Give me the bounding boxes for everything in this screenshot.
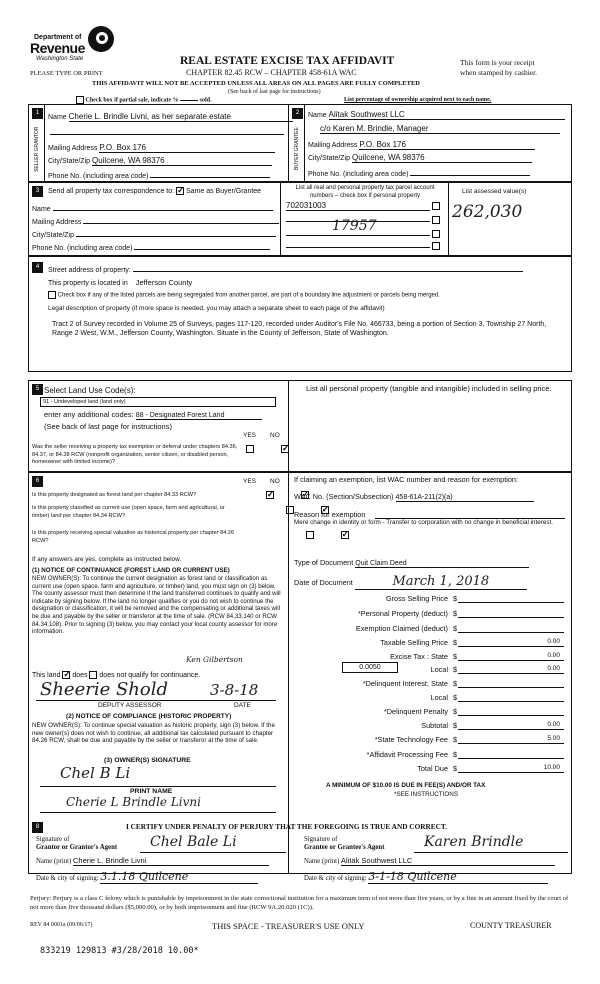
grantee-date[interactable]: 3-1-18 Quilcene <box>368 870 548 884</box>
doc-date-field[interactable]: March 1, 2018 <box>355 574 527 590</box>
doc-type-row: Type of Document Quit Claim Deed <box>294 558 529 568</box>
buyer-name-row: Name Alitak Southwest LLC <box>308 110 565 120</box>
continuance-row: This land ✓ does does not qualify for continuance. <box>32 671 200 679</box>
current-use-yes-checkbox[interactable] <box>286 506 294 514</box>
partial-sale-label: Check box if partial sale, indicate % <box>85 97 179 104</box>
treasurer-space: THIS SPACE - TREASURER'S USE ONLY <box>212 921 365 931</box>
s3-mail-row: Mailing Address <box>32 216 279 226</box>
seller-name-row: Name Cherie L. Brindle Livni, as her separate estate <box>48 112 293 122</box>
date-label: DATE <box>234 702 251 709</box>
s5-yes-checkbox[interactable] <box>246 445 254 453</box>
assessor-signature[interactable]: Sheerie Shold <box>40 679 169 700</box>
current-use-question: Is this property classified as current use (open space, farm and agricultural, or timber) land per chapter 84.34 RCW? <box>32 505 225 519</box>
subtotal-value[interactable]: 0.00 <box>547 721 560 728</box>
gross-label: Gross Selling Price <box>385 594 448 603</box>
partial-sale-row <box>76 96 212 104</box>
doc-type-field[interactable]: Quit Claim Deed <box>355 560 529 568</box>
grantee-name[interactable]: Alitak Southwest LLC <box>341 856 555 866</box>
if-any-yes: If any answers are yes, complete as instructed below. <box>32 556 182 563</box>
total-due-label: Total Due <box>417 764 448 773</box>
s5-yes-header: YES <box>243 432 257 439</box>
located-row: This property is located in Jefferson County <box>48 278 193 287</box>
local-label: Local <box>430 665 448 674</box>
street-address-row: Street address of property: <box>48 264 523 274</box>
section-8-number: 8 <box>32 822 43 833</box>
s3-mail-field[interactable] <box>83 216 279 224</box>
exemption-question: Was the seller receiving a property tax exemption or deferral under chapters 84.36, 84.37, or 84.38 RCW (nonprofit organization, senior citizen, or disabled person, homeowner with limited income)? <box>32 444 238 465</box>
form-chapter: CHAPTER 82.45 RCW – CHAPTER 458-61A WAC <box>186 68 357 77</box>
same-as-buyer-checkbox[interactable] <box>176 187 184 195</box>
print-name-handwritten[interactable]: Cherie L Brindle Livni <box>66 795 201 809</box>
parcel-row-4 <box>286 240 440 250</box>
certify-statement: I CERTIFY UNDER PENALTY OF PERJURY THAT THE FOREGOING IS TRUE AND CORRECT. <box>126 822 448 831</box>
buyer-name-2: c/o Karen M. Brindle, Manager <box>320 124 560 134</box>
parcel-handwritten: 17957 <box>332 218 377 234</box>
legal-description: Tract 2 of Survey recorded in Volume 25 of Surveys, pages 117-120, recorded under Auditor's File No. 466733, being a portion of Section 3, Township 27 North, Range 2 West, W.M., Jefferson County, Washington. Situate in the County of Jefferson, State of Washington. <box>52 321 547 337</box>
section-3-number: 3 <box>32 186 43 197</box>
affidavit-fee-label: *Affidavit Processing Fee <box>366 750 448 759</box>
additional-codes-field[interactable]: 88 - Designated Forest Land <box>136 412 262 420</box>
send-correspondence: Send all property tax correspondence to: ✓ Same as Buyer/Grantee <box>48 187 261 195</box>
receipt-note-2: when stamped by cashier. <box>460 68 538 77</box>
parcel-1-checkbox[interactable] <box>432 202 440 210</box>
excise-state-label: Excise Tax : State <box>390 652 448 661</box>
claim-exemption-label: If claiming an exemption, list WAC number and reason for exemption: <box>294 475 519 484</box>
land-use-code-select[interactable]: 91 - Undeveloped land (land only) <box>40 397 276 407</box>
historic-no-checkbox[interactable] <box>341 531 349 539</box>
buyer-mail-row: Mailing Address P.O. Box 176 <box>308 140 535 150</box>
additional-codes-row: enter any additional codes: 88 - Designated Forest Land <box>44 410 262 420</box>
grantor-signature[interactable]: Chel Bale Li <box>150 834 237 850</box>
owner-signature-label: (3) OWNER(S) SIGNATURE <box>104 757 191 764</box>
print-name-label: PRINT NAME <box>130 788 173 795</box>
forest-yes-checkbox[interactable] <box>266 491 274 499</box>
section-4-number: 4 <box>32 262 43 273</box>
notice-compliance-body: NEW OWNER(S): To continue special valuation as historic property, sign (3) below. If the new owner(s) does not wish to continue, all additional tax calculated pursuant to chapter 84.26 RCW, shall be due and payable by the seller or transferor at the time of sale. <box>32 722 275 745</box>
delinquent-penalty-label: *Delinquent Penalty <box>383 707 448 716</box>
grantor-name[interactable]: Cherie L. Brindle Livni <box>73 856 269 866</box>
wac-field[interactable]: 458-61A-211(2)(a) <box>396 494 534 502</box>
parcel-row-1 <box>286 201 440 211</box>
personal-property-list: List all personal property (tangible and intangible) included in selling price. <box>306 384 552 393</box>
s5-no-header: NO <box>270 432 280 439</box>
forest-question: Is this property designated as forest land per chapter 84.33 RCW? <box>32 492 197 498</box>
parcel-header: List all real and personal property tax parcel account numbers – check box if personal property <box>295 185 435 199</box>
section-5-number: 5 <box>32 384 43 395</box>
tech-fee-label: *State Technology Fee <box>374 735 448 744</box>
seller-mail-row: Mailing Address P.O. Box 176 <box>48 143 275 153</box>
s3-name-row: Name <box>32 203 273 213</box>
assessed-value[interactable]: 262,030 <box>452 202 523 222</box>
rev-number: REV 84 0001a (09/06/17) <box>30 922 93 928</box>
seller-phone[interactable] <box>150 170 270 178</box>
s3-name-field[interactable] <box>53 203 273 211</box>
buyer-side-label: BUYER GRANTEE <box>294 127 300 171</box>
see-back-s5: (See back of last page for instructions) <box>44 422 172 431</box>
s6-no-header: NO <box>270 478 280 485</box>
doc-date-row: Date of Document March 1, 2018 <box>294 574 527 590</box>
local-rate-box[interactable]: 0.0050 <box>342 662 398 673</box>
grantee-date-row: Date & city of signing: 3-1-18 Quilcene <box>304 870 548 884</box>
s5-no-checkbox[interactable] <box>281 445 289 453</box>
legal-label: Legal description of property (if more space is needed, you may attach a separate sheet to each page of the affidavit) <box>48 305 385 312</box>
county-value: Jefferson County <box>135 278 193 287</box>
delinquent-local-label: Local <box>430 693 448 702</box>
deputy-assessor-label: DEPUTY ASSESSOR <box>98 702 162 709</box>
exemption-claimed-label: Exemption Claimed (deduct) <box>355 624 448 633</box>
does-not-checkbox[interactable] <box>89 671 97 679</box>
buyer-mail[interactable]: P.O. Box 176 <box>359 140 535 150</box>
grantee-sig-label: Signature of Grantee or Grantee's Agent <box>304 836 385 851</box>
s3-city-field[interactable] <box>76 229 276 237</box>
receipt-stamp: 833219 129813 #3/28/2018 10.00* <box>40 946 199 956</box>
historic-question: Is this property receiving special valuation as historical property per chapter 84.26 RCW? <box>32 530 235 544</box>
form-title: REAL ESTATE EXCISE TAX AFFIDAVIT <box>180 55 395 67</box>
county-treasurer: COUNTY TREASURER <box>470 921 552 930</box>
s3-phone-field[interactable] <box>134 242 270 250</box>
parcel-3-checkbox[interactable] <box>432 230 440 238</box>
owner-signature[interactable]: Chel B Li <box>60 764 131 782</box>
segregated-checkbox[interactable] <box>48 291 56 299</box>
section-1-number: 1 <box>32 108 43 119</box>
historic-yes-checkbox[interactable] <box>306 531 314 539</box>
tech-fee-value[interactable]: 5.00 <box>547 735 560 742</box>
seller-name[interactable]: Cherie L. Brindle Livni, as her separate estate <box>69 112 293 122</box>
parcel-1[interactable]: 702031003 <box>286 201 430 211</box>
partial-sale-pct[interactable] <box>180 100 198 101</box>
assessor-handwritten: Ken Gilbertson <box>186 655 243 664</box>
minimum-note: A MINIMUM OF $10.00 IS DUE IN FEE(S) AND/OR TAX <box>326 782 486 789</box>
grantor-date[interactable]: 3.1.18 Quilcene <box>100 870 258 884</box>
logo-swoosh-icon <box>88 26 114 52</box>
segregated-row: Check box if any of the listed parcels are being segregated from another parcel, are part of a boundary line adjustment or parcels being merged. <box>48 291 440 299</box>
s6-yes-header: YES <box>243 478 257 485</box>
local-value[interactable]: 0.00 <box>547 665 560 672</box>
parcel-2-checkbox[interactable] <box>432 216 440 224</box>
grantor-date-row: Date & city of signing: 3.1.18 Quilcene <box>36 870 258 884</box>
reason-label: Reason for exemption <box>294 510 366 519</box>
seller-mail[interactable]: P.O. Box 176 <box>99 143 275 153</box>
sold-label: sold. <box>199 97 212 104</box>
perjury-notice: Perjury: Perjury is a class C felony which is punishable by imprisonment in the state correctional institution for a maximum term of not more than five years, or by a fine in an amount fixed by the court of not more than five thousand dollars ($5,000.00), or by both imprisonment and fine (RCW 9A.20.020 (1C)). <box>30 895 569 911</box>
list-percentage: List percentage of ownership acquired next to each name. <box>344 97 492 103</box>
receipt-note: This form is your receipt <box>460 58 535 67</box>
seller-city[interactable]: Quilcene, WA 98376 <box>92 156 272 166</box>
grantor-name-row: Name (print) Cherie L. Brindle Livni <box>36 856 269 866</box>
grantee-name-row: Name (print) Alitak Southwest LLC <box>304 856 555 866</box>
notice-compliance-title: (2) NOTICE OF COMPLIANCE (HISTORIC PROPERTY) <box>66 713 232 720</box>
dor-logo <box>14 12 124 64</box>
personal-property-label: *Personal Property (deduct) <box>357 609 448 618</box>
seller-side-label: SELLER GRANTOR <box>34 126 40 172</box>
parcel-3[interactable] <box>286 228 430 236</box>
state-label: Washington State <box>36 56 84 62</box>
seller-phone-row: Phone No. (including area code) <box>48 170 270 180</box>
parcel-4-checkbox[interactable] <box>432 242 440 250</box>
excise-state-value[interactable]: 0.00 <box>547 652 560 659</box>
buyer-city-row: City/State/Zip Quilcene, WA 98376 <box>308 153 532 163</box>
total-due-value[interactable]: 10.00 <box>543 764 560 771</box>
reason-text[interactable]: Mere change in identity or form - Transfer to corporation with no change in beneficial interest. <box>294 519 554 526</box>
buyer-phone[interactable] <box>410 168 530 176</box>
select-land-use: Select Land Use Code(s): <box>44 386 136 395</box>
dept-label: Department of <box>34 34 82 41</box>
delinquent-state-label: *Delinquent Interest: State <box>362 679 448 688</box>
revenue-label: Revenue <box>30 40 85 56</box>
assessed-header: List assessed value(s) <box>462 188 527 195</box>
section-2-number: 2 <box>292 108 303 119</box>
seller-city-row: City/State/Zip Quilcene, WA 98376 <box>48 156 272 166</box>
taxable-value[interactable]: 0.00 <box>547 638 560 645</box>
please-type: PLEASE TYPE OR PRINT <box>30 70 103 77</box>
taxable-label: Taxable Selling Price <box>380 638 448 647</box>
partial-sale-checkbox[interactable] <box>76 96 84 104</box>
buyer-phone-row: Phone No. (including area code) <box>308 168 530 178</box>
wac-row: WAC No. (Section/Subsection) 458-61A-211(2)(a) <box>294 492 534 502</box>
buyer-city[interactable]: Quilcene, WA 98376 <box>352 153 532 163</box>
section-6-number: 6 <box>32 476 43 487</box>
notice-continuance-body: NEW OWNER(S): To continue the current designation as forest land or classification as current use (open space, farm and agriculture, or timber) land, you must sign on (3) below. The county assessor must then determine if the land transferred continues to qualify and will indicate by signing below. If the land no longer qualifies or you do not wish to continue the designation or classification, it will be removed and the compensating or additional taxes will be due and payable by the seller or transferor at the time of sale. (RCW 84.33.140 or RCW 84.34.108). Prior to signing (3) below, you may contact your local county assessor for more information. <box>32 575 281 636</box>
assessor-date[interactable]: 3-8-18 <box>210 681 259 699</box>
subtotal-label: Subtotal <box>421 721 448 730</box>
grantee-signature[interactable]: Karen Brindle <box>424 834 524 850</box>
buyer-name[interactable]: Alitak Southwest LLC <box>329 110 565 120</box>
notice-continuance-title: (1) NOTICE OF CONTINUANCE (FOREST LAND OR CURRENT USE) <box>32 567 230 574</box>
does-checkbox[interactable] <box>62 671 70 679</box>
parcel-row-3 <box>286 228 440 238</box>
parcel-4[interactable] <box>286 240 430 248</box>
s3-phone-row: Phone No. (including area code) <box>32 242 270 252</box>
see-back-top: (See back of last page for instructions) <box>228 89 321 95</box>
street-address-field[interactable] <box>133 264 523 272</box>
grantor-sig-label: Signature of Grantor or Grantor's Agent <box>36 836 118 851</box>
s3-city-row: City/State/Zip <box>32 229 276 239</box>
see-instructions: *SEE INSTRUCTIONS <box>394 791 459 798</box>
warning-line: THIS AFFIDAVIT WILL NOT BE ACCEPTED UNLESS ALL AREAS ON ALL PAGES ARE FULLY COMPLETED <box>92 80 420 87</box>
